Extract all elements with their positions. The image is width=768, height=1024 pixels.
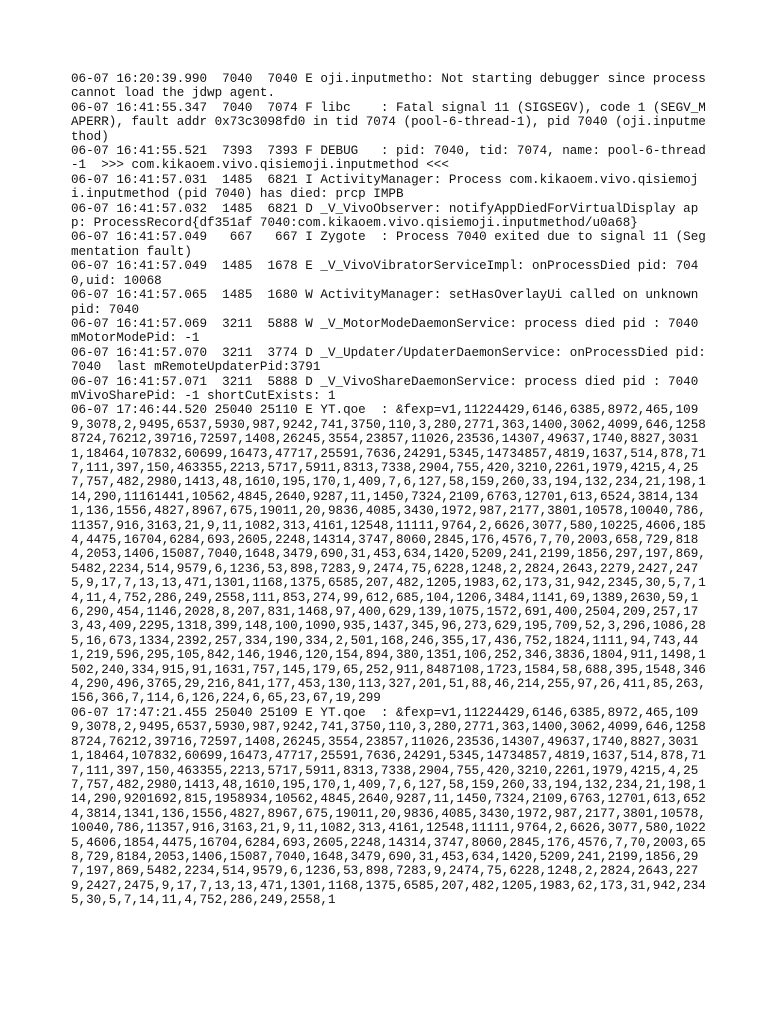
- log-line: 06-07 16:41:57.049 1485 1678 E _V_VivoVibratorServiceImpl: onProcessDied pid: 7040,uid: 10068: [71, 259, 699, 288]
- log-line: 06-07 16:41:57.049 667 667 I Zygote : Process 7040 exited due to signal 11 (Segmentation fault): [71, 230, 706, 259]
- log-line: 06-07 16:41:57.071 3211 5888 D _V_VivoShareDaemonService: process died pid : 7040 mVivoSharePid: -1 shortCutExists: 1: [71, 374, 706, 403]
- log-line: 06-07 17:46:44.520 25040 25110 E YT.qoe : &fexp=v1,11224429,6146,6385,8972,465,1099,3078,2,9495,6537,5930,987,9242,741,3750,110,3,280,2771,363,1400,3062,4099,646,12588724,76212,39716,72597,1408,26245,3554,23857,11026,23536,14307,49637,1740,8827,30311,18464,107832,60699,16473,47717,25591,7636,24291,5345,14734857,4819,1637,514,878,717,111,397,150,463355,2213,5717,5911,8313,7338,2904,755,420,3210,2261,1979,4215,4,257,757,482,2980,1413,48,1610,195,170,1,409,7,6,127,58,159,260,33,194,132,234,21,198,114,290,11161441,10562,4845,2640,9287,11,1450,7324,2109,6763,12701,613,6524,3814,1341,136,1556,4827,8967,675,19011,20,9836,4085,3430,1972,987,2177,3801,10578,10040,786,11357,916,3163,21,9,11,1082,313,4161,12548,11111,9764,2,6626,3077,580,10225,4606,1854,4475,16704,6284,693,2605,2248,14314,3747,8060,2845,176,4576,7,70,2003,658,729,8184,2053,1406,15087,7040,1648,3479,690,31,453,634,1420,5209,241,2199,1856,297,197,869,5482,2234,514,9579,6,1236,53,898,7283,9,2474,75,6228,1248,2,2824,2643,2279,2427,2475,9,17,7,13,13,471,1301,1168,1375,6585,207,482,1205,1983,62,173,31,942,2345,30,5,7,14,11,4,752,286,249,2558,111,853,274,99,612,685,104,1206,3484,1141,69,1389,2630,59,16,290,454,1146,2028,8,207,831,1468,97,400,629,139,1075,1572,691,400,2504,209,257,173,43,409,2295,1318,399,148,100,1090,935,1437,345,96,273,629,195,709,52,3,296,1086,285,16,673,1334,2392,257,334,190,334,2,501,168,246,355,17,436,752,1824,1111,94,743,441,219,596,295,105,842,146,1946,120,154,894,380,1351,106,252,346,3836,1804,911,1498,1502,240,334,915,91,1631,757,145,179,65,252,911,8487108,1723,1584,58,688,395,1548,3464,290,496,3765,29,216,841,177,453,130,113,327,201,51,88,46,214,255,97,26,411,85,263,156,366,7,114,6,126,224,6,65,23,67,19,299: [71, 403, 706, 706]
- log-line: 06-07 16:41:55.347 7040 7074 F libc : Fatal signal 11 (SIGSEGV), code 1 (SEGV_MAPERR), fault addr 0x73c3098fd0 in tid 7074 (pool-6-thread-1), pid 7040 (oji.inputmethod): [71, 100, 706, 144]
- log-line: 06-07 16:41:55.521 7393 7393 F DEBUG : pid: 7040, tid: 7074, name: pool-6-thread-1 >>> com.kikaoem.vivo.qisiemoji.inputmethod <<<: [71, 144, 706, 173]
- log-line: 06-07 16:41:57.032 1485 6821 D _V_VivoObserver: notifyAppDiedForVirtualDisplay app: ProcessRecord{df351af 7040:com.kikaoem.vivo.qisiemoji.inputmethod/u0a68}: [71, 201, 699, 231]
- log-line: 06-07 16:41:57.069 3211 5888 W _V_MotorModeDaemonService: process died pid : 7040 mMotorModePid: -1: [71, 316, 706, 346]
- log-line: 06-07 16:41:57.065 1485 1680 W ActivityManager: setHasOverlayUi called on unknown pid: 7040: [71, 288, 706, 317]
- log-line: 06-07 16:20:39.990 7040 7040 E oji.inputmetho: Not starting debugger since process cannot load the jdwp agent.: [71, 72, 714, 101]
- log-document: [71, 72, 714, 908]
- log-line: 06-07 17:47:21.455 25040 25109 E YT.qoe : &fexp=v1,11224429,6146,6385,8972,465,1099,3078,2,9495,6537,5930,987,9242,741,3750,110,3,280,2771,363,1400,3062,4099,646,12588724,76212,39716,72597,1408,26245,3554,23857,11026,23536,14307,49637,1740,8827,30311,18464,107832,60699,16473,47717,25591,7636,24291,5345,14734857,4819,1637,514,878,717,111,397,150,463355,2213,5717,5911,8313,7338,2904,755,420,3210,2261,1979,4215,4,257,757,482,2980,1413,48,1610,195,170,1,409,7,6,127,58,159,260,33,194,132,234,21,198,114,290,9201692,815,1958934,10562,4845,2640,9287,11,1450,7324,2109,6763,12701,613,6524,3814,1341,136,1556,4827,8967,675,19011,20,9836,4085,3430,1972,987,2177,3801,10578,10040,786,11357,916,3163,21,9,11,1082,313,4161,12548,11111,9764,2,6626,3077,580,10225,4606,1854,4475,16704,6284,693,2605,2248,14314,3747,8060,2845,176,4576,7,70,2003,658,729,8184,2053,1406,15087,7040,1648,3479,690,31,453,634,1420,5209,241,2199,1856,297,197,869,5482,2234,514,9579,6,1236,53,898,7283,9,2474,75,6228,1248,2,2824,2643,2279,2427,2475,9,17,7,13,13,471,1301,1168,1375,6585,207,482,1205,1983,62,173,31,942,2345,30,5,7,14,11,4,752,286,249,2558,1: [71, 705, 706, 908]
- log-line: 06-07 16:41:57.031 1485 6821 I ActivityManager: Process com.kikaoem.vivo.qisiemoji.inputmethod (pid 7040) has died: prcp IMPB: [71, 172, 699, 202]
- log-line: 06-07 16:41:57.070 3211 3774 D _V_Updater/UpdaterDaemonService: onProcessDied pid:7040 last mRemoteUpdaterPid:3791: [71, 345, 706, 375]
